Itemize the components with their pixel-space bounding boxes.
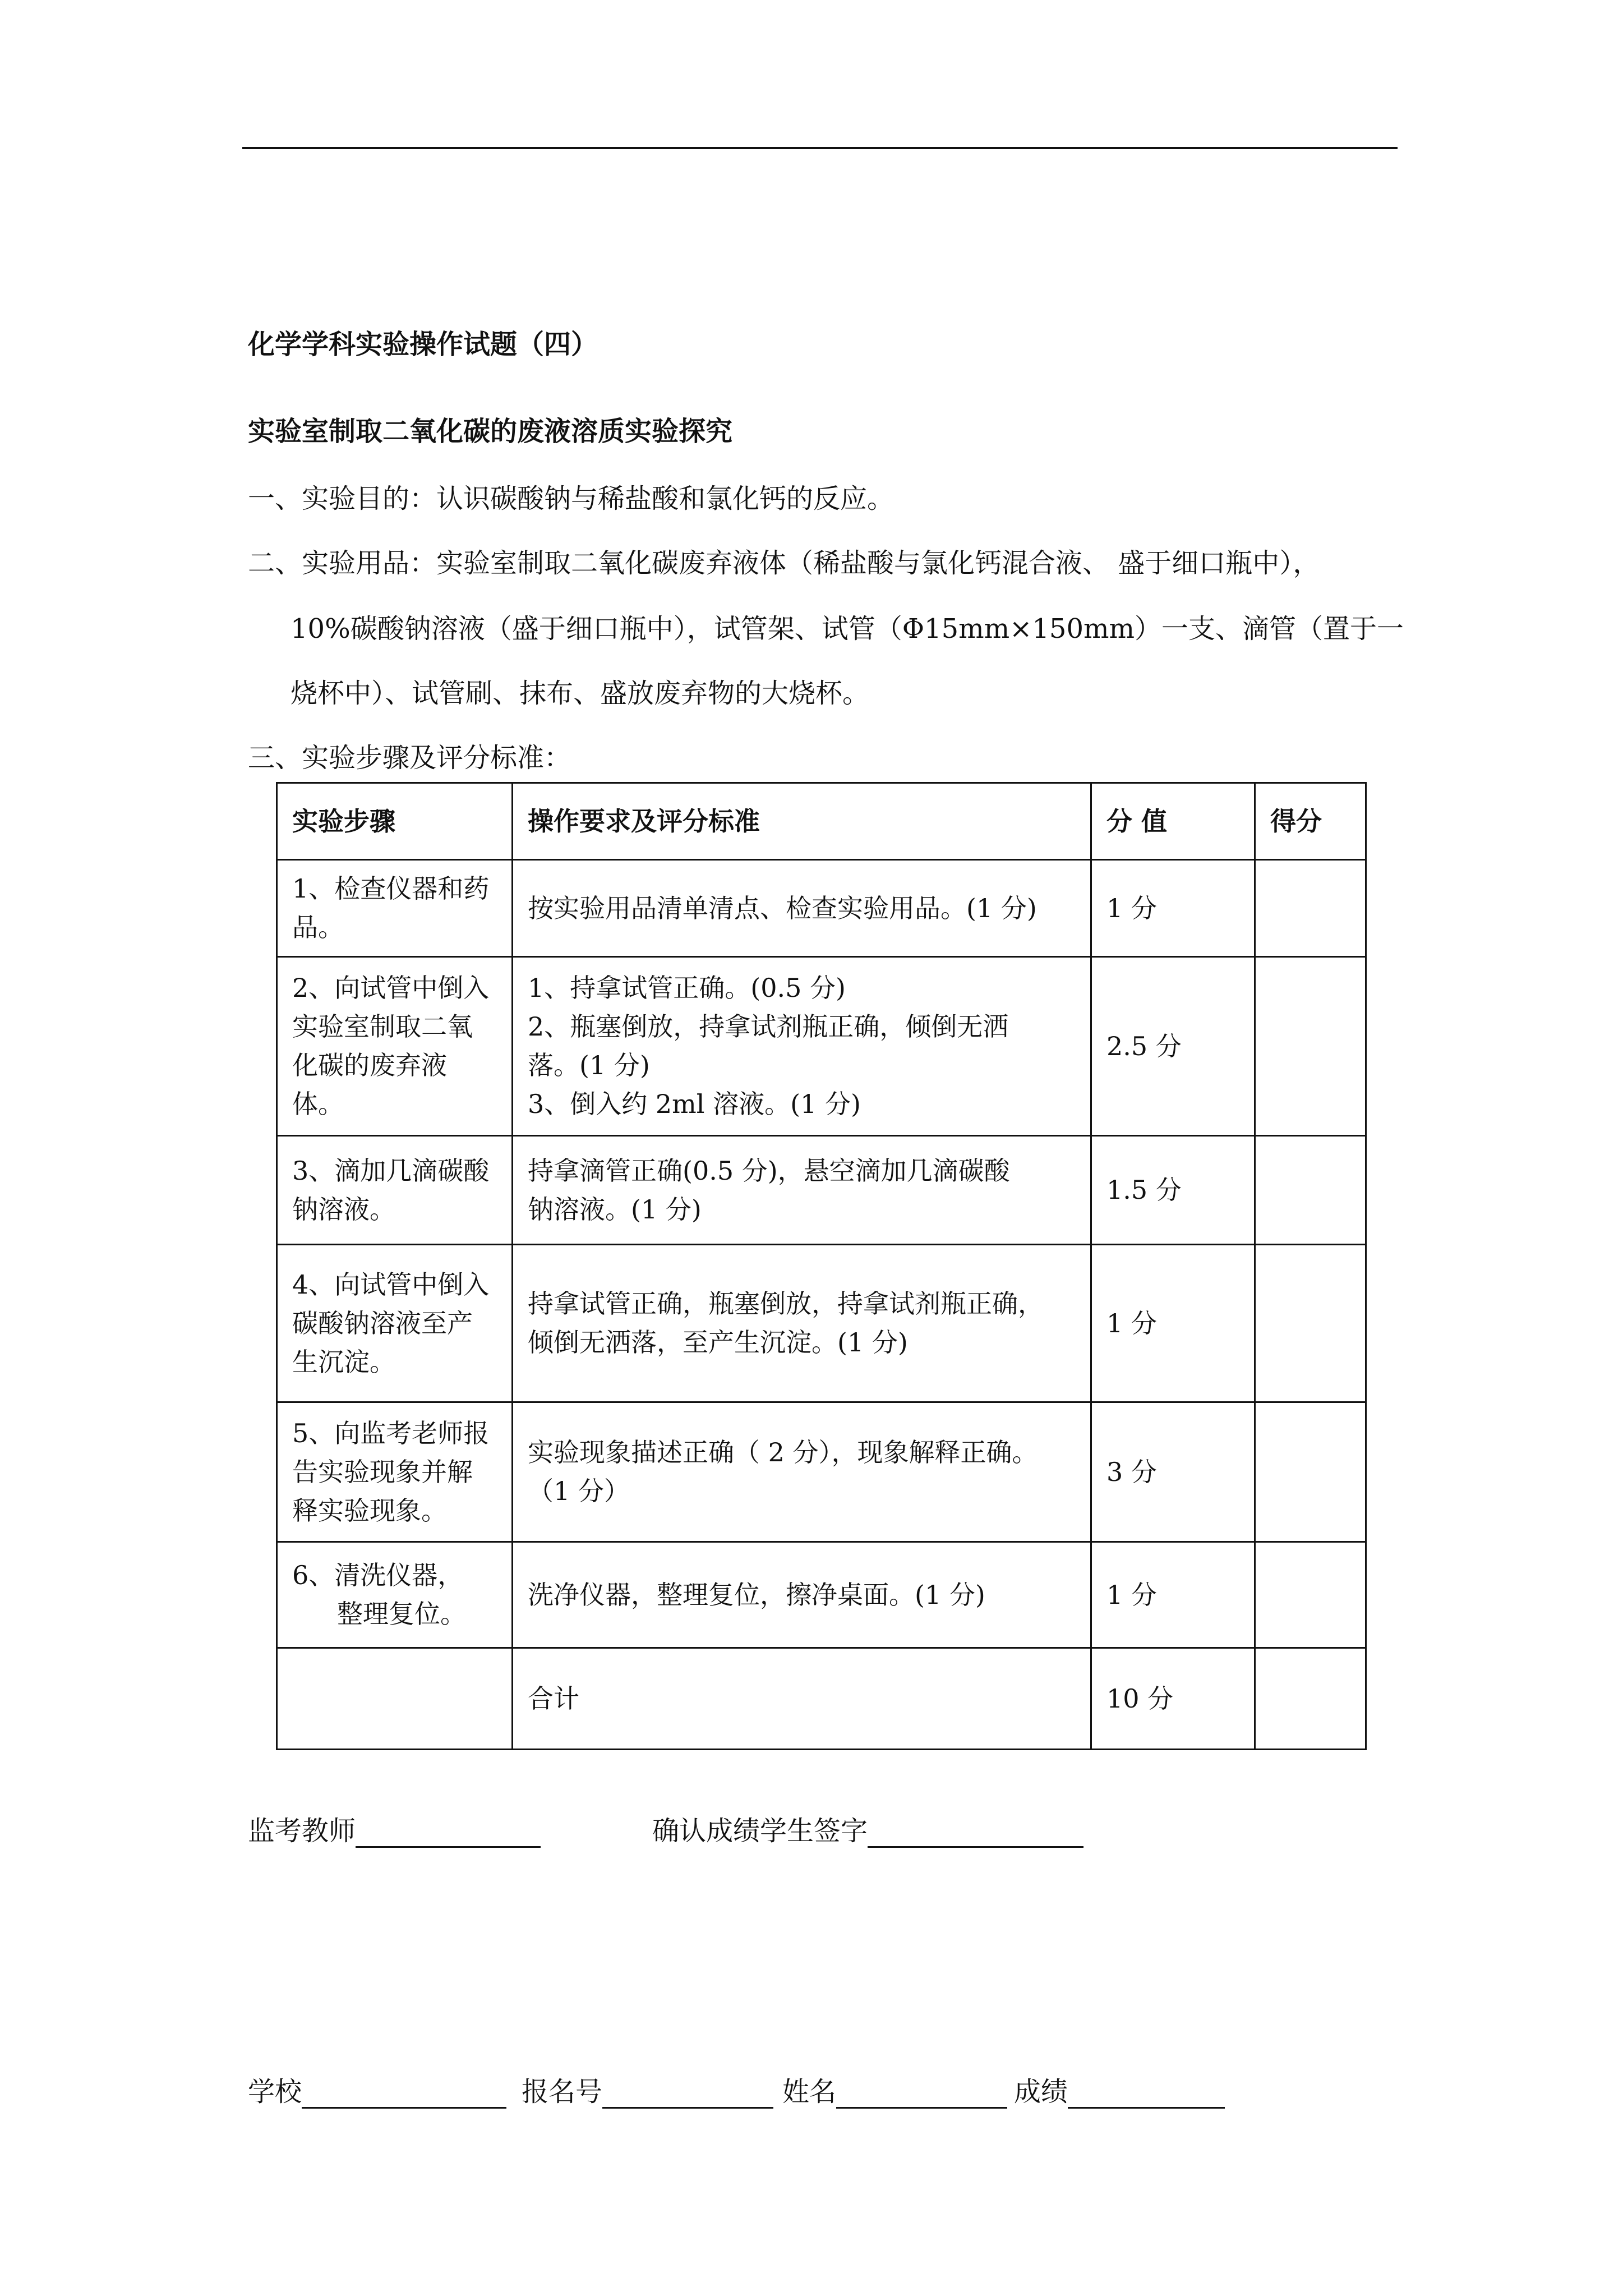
exam-subtitle: 实验室制取二氧化碳的废液溶质实验探究: [248, 416, 733, 447]
header-score: 分 值: [1091, 783, 1255, 860]
step-line: 实验室制取二氧: [292, 1011, 473, 1042]
header-obtained: 得分: [1255, 783, 1366, 860]
purpose-text: 一、实验目的：认识碳酸钠与稀盐酸和氯化钙的反应。: [248, 483, 895, 514]
footer-grade: [1014, 2070, 1225, 2109]
steps-heading: 三、实验步骤及评分标准：: [248, 742, 571, 774]
requirement-line: 钠溶液。(1 分): [528, 1194, 702, 1225]
grade-line[interactable]: [1068, 2082, 1225, 2109]
name-line[interactable]: [836, 2082, 1007, 2109]
step-line: 钠溶液。: [292, 1194, 395, 1225]
header-requirement: 操作要求及评分标准: [513, 783, 1091, 860]
requirement-line: 洗净仪器，整理复位，擦净桌面。(1 分): [528, 1579, 985, 1610]
table-row: [277, 1136, 1366, 1245]
table-total-row: [277, 1648, 1366, 1750]
footer-name: [782, 2070, 1007, 2109]
requirement-line: （1 分）: [528, 1476, 630, 1506]
score-cell: 1 分: [1091, 860, 1255, 957]
footer-school: [248, 2070, 506, 2109]
footer-reg-no: [522, 2070, 773, 2109]
scoring-table: [276, 782, 1367, 1750]
requirement-line: 按实验用品清单清点、检查实验用品。(1 分): [528, 892, 1037, 923]
requirement-cell: [513, 1136, 1091, 1245]
total-score-cell: 10 分: [1091, 1648, 1255, 1750]
requirement-line: 持拿滴管正确(0.5 分)，悬空滴加几滴碳酸: [528, 1155, 1010, 1186]
student-signature: [652, 1809, 1083, 1848]
step-cell: [277, 1648, 513, 1750]
invigilator-label: 监考教师: [248, 1815, 356, 1847]
table-row: [277, 860, 1366, 957]
reg-no-label: 报名号: [522, 2076, 603, 2108]
total-obtained-cell[interactable]: [1255, 1648, 1366, 1750]
exam-title: 化学学科实验操作试题（四）: [248, 329, 598, 360]
score-cell: 3 分: [1091, 1402, 1255, 1542]
requirement-cell: [513, 957, 1091, 1136]
step-line: 2、向试管中倒入: [292, 973, 490, 1003]
step-line: 6、清洗仪器，: [292, 1560, 464, 1590]
score-cell: 1 分: [1091, 1245, 1255, 1402]
step-line: 整理复位。: [337, 1599, 466, 1629]
materials-line-2: 10%碳酸钠溶液（盛于细口瓶中），试管架、试管（Φ15mm×150mm）一支、滴管（置于一: [291, 613, 1404, 645]
school-line[interactable]: [302, 2082, 506, 2109]
requirement-line: 1、持拿试管正确。(0.5 分): [528, 973, 846, 1003]
step-line: 碳酸钠溶液至产: [292, 1308, 473, 1338]
requirement-cell: [513, 1245, 1091, 1402]
table-row: [277, 1245, 1366, 1402]
materials-line-1: 二、实验用品：实验室制取二氧化碳废弃液体（稀盐酸与氯化钙混合液、 盛于细口瓶中），: [248, 547, 1320, 579]
table-row: [277, 1402, 1366, 1542]
obtained-cell[interactable]: [1255, 1136, 1366, 1245]
student-signature-line[interactable]: [868, 1821, 1083, 1848]
score-cell: 2.5 分: [1091, 957, 1255, 1136]
requirement-line: 持拿试管正确，瓶塞倒放，持拿试剂瓶正确，: [528, 1289, 1044, 1319]
requirement-line: 2、瓶塞倒放，持拿试剂瓶正确，倾倒无洒: [528, 1011, 1009, 1042]
header-rule: [242, 147, 1398, 149]
step-line: 4、向试管中倒入: [292, 1269, 490, 1300]
obtained-cell[interactable]: [1255, 957, 1366, 1136]
step-line: 释实验现象。: [292, 1495, 447, 1526]
step-line: 5、向监考老师报: [292, 1418, 490, 1448]
requirement-cell: [513, 1542, 1091, 1648]
header-step: 实验步骤: [277, 783, 513, 860]
step-cell: [277, 1245, 513, 1402]
reg-no-line[interactable]: [602, 2082, 773, 2109]
grade-label: 成绩: [1014, 2076, 1068, 2108]
score-cell: 1.5 分: [1091, 1136, 1255, 1245]
requirement-line: 倾倒无洒落，至产生沉淀。(1 分): [528, 1327, 908, 1358]
obtained-cell[interactable]: [1255, 1542, 1366, 1648]
obtained-cell[interactable]: [1255, 860, 1366, 957]
table-row: [277, 1542, 1366, 1648]
name-label: 姓名: [782, 2076, 837, 2108]
total-label-cell: 合计: [513, 1648, 1091, 1750]
requirement-line: 3、倒入约 2ml 溶液。(1 分): [528, 1089, 861, 1119]
invigilator-signature: [248, 1809, 541, 1848]
obtained-cell[interactable]: [1255, 1402, 1366, 1542]
obtained-cell[interactable]: [1255, 1245, 1366, 1402]
step-cell: [277, 1136, 513, 1245]
requirement-cell: [513, 1402, 1091, 1542]
requirement-line: 落。(1 分): [528, 1050, 650, 1080]
step-line: 品。: [292, 912, 344, 942]
requirement-cell: [513, 860, 1091, 957]
requirement-line: 实验现象描述正确（ 2 分），现象解释正确。: [528, 1437, 1038, 1467]
step-cell: [277, 860, 513, 957]
table-header-row: [277, 783, 1366, 860]
score-cell: 1 分: [1091, 1542, 1255, 1648]
materials-line-3: 烧杯中）、试管刷、抹布、盛放废弃物的大烧杯。: [291, 678, 870, 709]
step-line: 1、检查仪器和药: [292, 873, 490, 904]
table-row: [277, 957, 1366, 1136]
step-line: 化碳的废弃液体。: [292, 1050, 447, 1119]
step-cell: [277, 957, 513, 1136]
step-line: 告实验现象并解: [292, 1456, 473, 1487]
student-confirm-label: 确认成绩学生签字: [652, 1815, 868, 1847]
invigilator-signature-line[interactable]: [356, 1821, 541, 1848]
school-label: 学校: [248, 2076, 302, 2108]
step-cell: [277, 1542, 513, 1648]
step-line: 3、滴加几滴碳酸: [292, 1155, 490, 1186]
step-line: 生沉淀。: [292, 1346, 395, 1377]
step-cell: [277, 1402, 513, 1542]
